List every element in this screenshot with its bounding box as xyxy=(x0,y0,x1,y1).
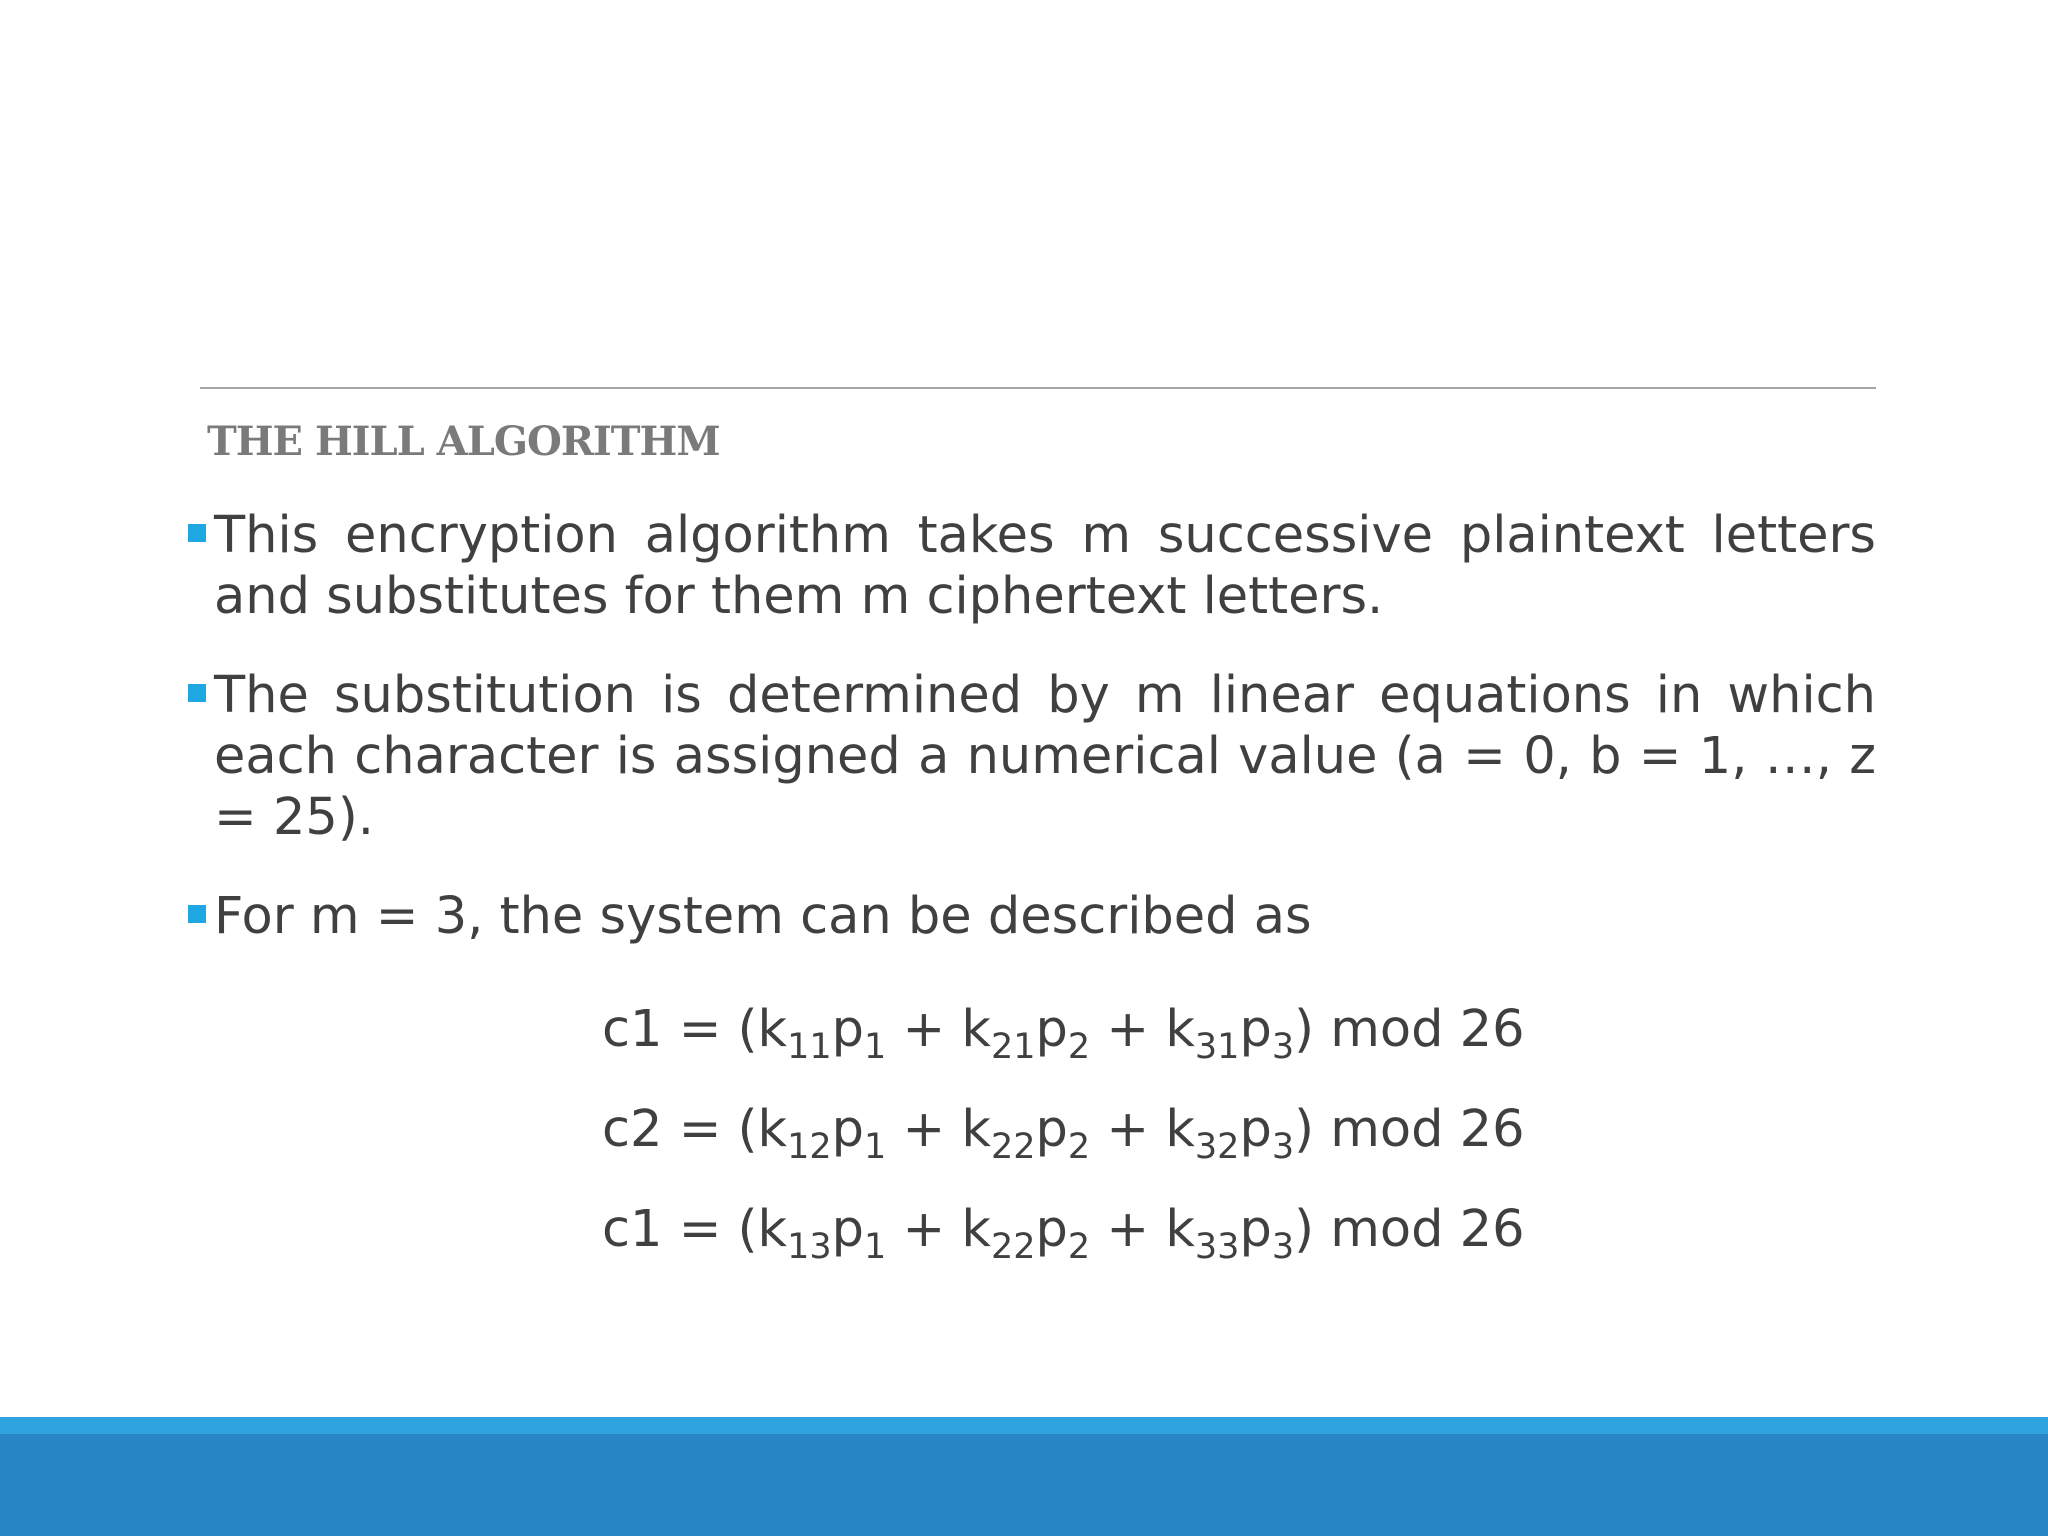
bullet-item xyxy=(188,505,1876,627)
subscript: 13 xyxy=(787,1227,832,1267)
subscript: 1 xyxy=(864,1127,887,1167)
subscript: 11 xyxy=(787,1027,832,1067)
equation-term: p xyxy=(1035,1200,1068,1259)
subscript: 21 xyxy=(990,1027,1036,1067)
equation-c2 xyxy=(602,1080,1525,1180)
equation-term: p xyxy=(1035,1000,1068,1059)
equation-term: p xyxy=(1035,1100,1068,1159)
square-bullet-icon xyxy=(188,684,206,702)
subscript: 2 xyxy=(1067,1227,1091,1267)
equation-term: + k xyxy=(1090,1200,1195,1259)
bullet-text: This encryption algorithm takes m successive plaintext letters and substitutes for them m ciphertext letters. xyxy=(214,506,1876,626)
subscript: 22 xyxy=(990,1127,1036,1167)
equation-term: p xyxy=(1239,1100,1272,1159)
bullet-list xyxy=(188,505,1876,947)
equation-block xyxy=(602,980,1525,1280)
equation-rhs: ) mod 26 xyxy=(1294,1000,1525,1059)
square-bullet-icon xyxy=(188,905,206,923)
equation-lhs: c1 = (k xyxy=(602,1200,788,1259)
equation-term: p xyxy=(831,1100,864,1159)
square-bullet-icon xyxy=(188,524,206,542)
equation-term: + k xyxy=(1090,1000,1195,1059)
footer-band-light xyxy=(0,1417,2048,1434)
equation-c3 xyxy=(602,1180,1525,1280)
bullet-item xyxy=(188,665,1876,848)
equation-term: + k xyxy=(1090,1100,1195,1159)
equation-lhs: c1 = (k xyxy=(602,1000,788,1059)
equation-term: p xyxy=(831,1200,864,1259)
footer-band-dark xyxy=(0,1434,2048,1536)
subscript: 3 xyxy=(1271,1227,1295,1267)
equation-c1 xyxy=(602,980,1525,1080)
subscript: 3 xyxy=(1271,1127,1295,1167)
equation-lhs: c2 = (k xyxy=(602,1100,788,1159)
equation-term: p xyxy=(1239,1200,1272,1259)
subscript: 22 xyxy=(990,1227,1036,1267)
equation-term: + k xyxy=(886,1000,991,1059)
subscript: 33 xyxy=(1194,1227,1240,1267)
subscript: 12 xyxy=(787,1127,832,1167)
slide-title: THE HILL ALGORITHM xyxy=(207,418,720,465)
equation-rhs: ) mod 26 xyxy=(1294,1200,1525,1259)
subscript: 2 xyxy=(1067,1027,1091,1067)
bullet-text: For m = 3, the system can be described as xyxy=(214,887,1312,946)
subscript: 3 xyxy=(1271,1027,1295,1067)
subscript: 1 xyxy=(864,1027,887,1067)
bullet-text: The substitution is determined by m linear equations in which each character is assigned a numerical value (a = 0, b = 1, …, z = 25). xyxy=(214,666,1876,847)
subscript: 31 xyxy=(1194,1027,1240,1067)
equation-term: + k xyxy=(886,1100,991,1159)
subscript: 1 xyxy=(864,1227,887,1267)
title-divider xyxy=(200,387,1876,389)
equation-rhs: ) mod 26 xyxy=(1294,1100,1525,1159)
bullet-item xyxy=(188,886,1876,947)
equation-term: p xyxy=(1239,1000,1272,1059)
equation-term: p xyxy=(831,1000,864,1059)
subscript: 2 xyxy=(1067,1127,1091,1167)
equation-term: + k xyxy=(886,1200,991,1259)
subscript: 32 xyxy=(1194,1127,1240,1167)
